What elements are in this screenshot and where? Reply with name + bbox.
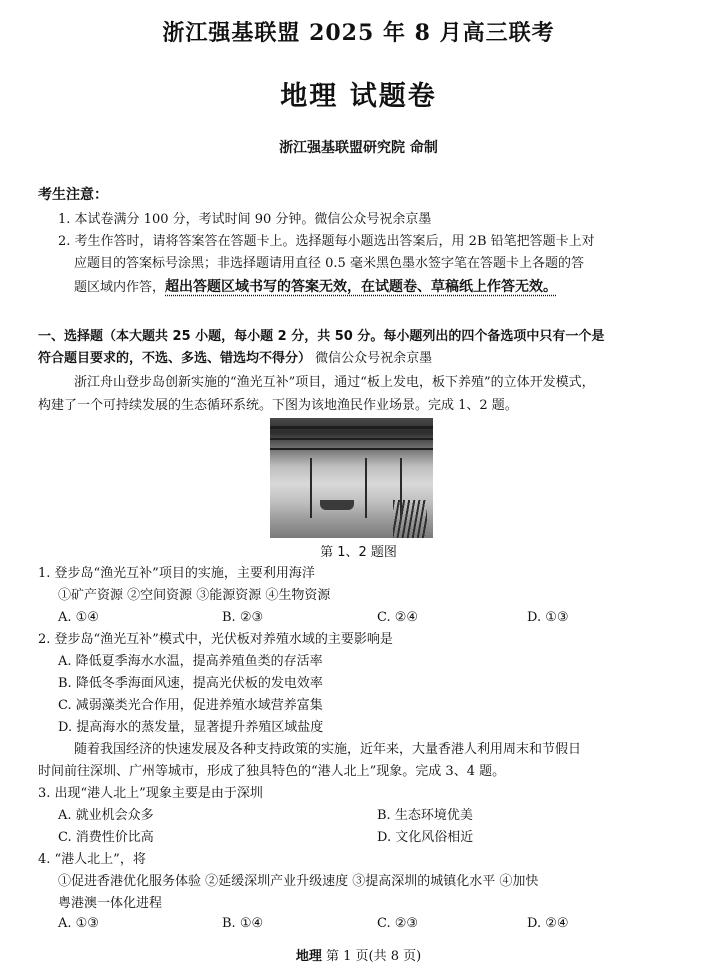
q4-items-line-1: ①促进香港优化服务体验 ②延缓深圳产业升级速度 ③提高深圳的城镇化水平 ④加快: [58, 874, 539, 889]
footer-page-number: 第 1 页(共 8 页): [325, 949, 422, 964]
notice-item-2-emphasis: 超出答题区域书写的答案无效，在试题卷、草稿纸上作答无效。: [165, 279, 558, 295]
passage2-line-2: 时间前往深圳、广州等城市，形成了独具特色的“港人北上”现象。完成 3、4 题。: [38, 764, 506, 779]
q1-option-c: C. ②④: [377, 610, 419, 625]
q1-option-d: D. ①③: [527, 610, 569, 625]
q2-option-d: D. 提高海水的蒸发量，显著提升养殖区域盐度: [58, 720, 324, 735]
q3-option-b: B. 生态环境优美: [377, 808, 473, 823]
q1-items: ①矿产资源 ②空间资源 ③能源资源 ④生物资源: [58, 588, 331, 603]
q2-option-c: C. 减弱藻类光合作用，促进养殖水域营养富集: [58, 698, 323, 713]
q4-option-b: B. ①④: [222, 916, 264, 931]
q2-option-b: B. 降低冬季海面风速，提高光伏板的发电效率: [58, 676, 323, 691]
figure-caption: 第 1、2 题图: [320, 545, 397, 560]
section1-heading-line-2: [38, 348, 432, 370]
intro-line-2: 构建了一个可持续发展的生态循环系统。下图为该地渔民作业场景。完成 1、2 题。: [38, 398, 518, 413]
section1-heading-line-1: 一、选择题（本大题共 25 小题，每小题 2 分，共 50 分。每小题列出的四个备选项中只有一个是: [38, 329, 605, 344]
intro-line-1: 浙江舟山登步岛创新实施的“渔光互补”项目，通过“板上发电，板下养殖”的立体开发模式，: [74, 375, 595, 390]
q2-stem: 2. 登步岛“渔光互补”模式中，光伏板对养殖水域的主要影响是: [38, 632, 393, 647]
exam-subject: 地理 试题卷: [280, 81, 437, 112]
q4-option-d: D. ②④: [527, 916, 569, 931]
q1-option-b: B. ②③: [222, 610, 264, 625]
footer-subject: 地理: [295, 949, 322, 964]
watermark-text: 微信公众号祝余京墨: [315, 351, 433, 366]
page-footer: [0, 945, 717, 964]
q4-option-a: A. ①③: [58, 916, 99, 931]
panel-beam: [270, 438, 433, 440]
reeds: [393, 500, 427, 538]
q3-option-d: D. 文化风俗相近: [377, 830, 474, 845]
q4-stem: 4. “港人北上”，将: [38, 852, 146, 867]
support-pole: [365, 458, 367, 518]
q3-option-a: A. 就业机会众多: [58, 808, 154, 823]
notice-heading: 考生注意：: [38, 187, 108, 203]
q2-option-a: A. 降低夏季海水水温，提高养殖鱼类的存活率: [58, 654, 323, 669]
q3-stem: 3. 出现“港人北上”现象主要是由于深圳: [38, 786, 263, 801]
q4-option-c: C. ②③: [377, 916, 419, 931]
fishing-boat: [320, 500, 354, 510]
panel-beam: [270, 426, 433, 429]
exam-maker: 浙江强基联盟研究院 命制: [279, 140, 438, 156]
exam-title: 浙江强基联盟 2025 年 8 月高三联考: [162, 20, 555, 46]
notice-item-2-line-1: 2. 考生作答时，请将答案答在答题卡上。选择题每小题选出答案后，用 2B 铅笔把答题卡上对: [58, 234, 595, 249]
support-pole: [310, 458, 312, 518]
fishing-photovoltaic-photo: [270, 418, 433, 538]
passage2-line-1: 随着我国经济的快速发展及各种支持政策的实施，近年来，大量香港人利用周末和节假日: [74, 742, 582, 757]
notice-item-2-line-3: [74, 276, 557, 299]
q4-items-line-2: 粤港澳一体化进程: [58, 896, 163, 911]
q3-option-c: C. 消费性价比高: [58, 830, 154, 845]
section1-heading-rule: 符合题目要求的，不选、多选、错选均不得分）: [38, 351, 312, 366]
q1-option-a: A. ①④: [58, 610, 99, 625]
panel-beam: [270, 448, 433, 450]
notice-item-1: 1. 本试卷满分 100 分，考试时间 90 分钟。微信公众号祝余京墨: [58, 212, 432, 227]
q1-stem: 1. 登步岛“渔光互补”项目的实施，主要利用海洋: [38, 566, 315, 581]
notice-item-2-plain: 题区域内作答，: [74, 280, 166, 295]
notice-item-2-line-2: 应题目的答案标号涂黑；非选择题请用直径 0.5 毫米黑色墨水签字笔在答题卡上各题的答: [74, 256, 584, 271]
